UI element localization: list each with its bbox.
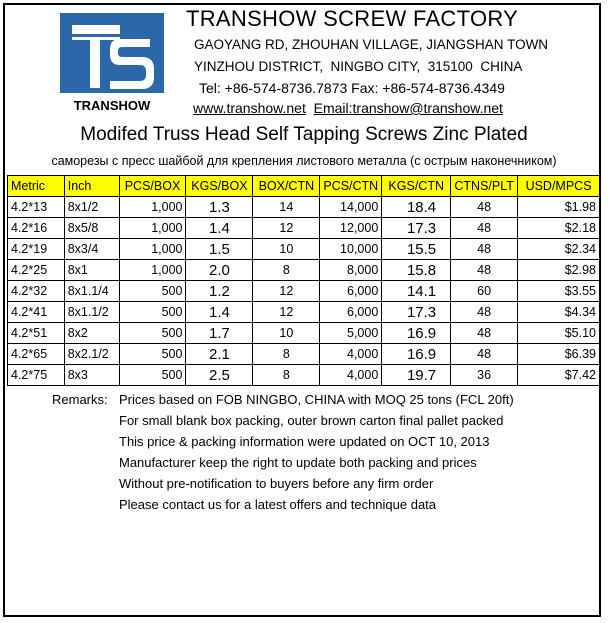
kgs-ctn-cell: 14.1 [382,281,451,302]
transhow-logo [60,13,164,116]
ctns-plt-cell: 48 [451,218,518,239]
table-row [8,218,600,239]
kgs-box-cell: 2.5 [186,365,253,386]
kgs-box-cell: 1.7 [186,323,253,344]
remark-line: Please contact us for a latest offers and technique data [119,497,437,512]
inch-cell: 8x1.1/2 [64,302,119,323]
header-usd-mpcs: USD/MPCS [518,176,600,197]
header-inch: Inch [64,176,119,197]
table-header-row [8,176,600,197]
ctns-plt-cell: 48 [451,323,518,344]
kgs-ctn-cell: 17.3 [382,302,451,323]
kgs-ctn-cell: 15.8 [382,260,451,281]
box-ctn-cell: 14 [253,197,320,218]
ctns-plt-cell: 48 [451,239,518,260]
remarks-row [52,431,514,452]
metric-cell: 4.2*16 [8,218,65,239]
table-row [8,239,600,260]
pcs-box-cell: 500 [119,281,186,302]
box-ctn-cell: 8 [253,260,320,281]
kgs-ctn-cell: 16.9 [382,323,451,344]
product-subtitle: саморезы с пресс шайбой для крепления листового металла (с острым наконечником) [51,154,557,168]
table-row [8,260,600,281]
address-line-2: YINZHOU DISTRICT, NINGBO CITY, 315100 CHINA [194,59,523,74]
company-name: TRANSHOW SCREW FACTORY [186,6,519,31]
header-metric: Metric [8,176,65,197]
pcs-box-cell: 500 [119,365,186,386]
remark-line: Prices based on FOB NINGBO, CHINA with MOQ 25 tons (FCL 20ft) [119,392,514,407]
kgs-box-cell: 1.5 [186,239,253,260]
remarks-label: Remarks: [52,392,108,407]
kgs-box-cell: 1.3 [186,197,253,218]
usd-mpcs-cell: $6.39 [518,344,600,365]
inch-cell: 8x3 [64,365,119,386]
price-table [7,175,600,386]
logo-wordmark: TRANSHOW [73,98,151,113]
email-link[interactable]: Email:transhow@transhow.net [313,100,503,116]
box-ctn-cell: 10 [253,323,320,344]
kgs-box-cell: 1.4 [186,302,253,323]
header-kgs-ctn: KGS/CTN [382,176,451,197]
usd-mpcs-cell: $2.18 [518,218,600,239]
pcs-ctn-cell: 8,000 [320,260,382,281]
phone-fax: Tel: +86-574-8736.7873 Fax: +86-574-8736.4349 [199,80,505,96]
pcs-ctn-cell: 4,000 [320,344,382,365]
ctns-plt-cell: 48 [451,260,518,281]
ctns-plt-cell: 48 [451,197,518,218]
inch-cell: 8x1 [64,260,119,281]
address-line-1: GAOYANG RD, ZHOUHAN VILLAGE, JIANGSHAN TOWN [194,37,549,52]
kgs-ctn-cell: 19.7 [382,365,451,386]
pcs-box-cell: 1,000 [119,197,186,218]
remark-line: Without pre-notification to buyers before any firm order [119,476,434,491]
metric-cell: 4.2*75 [8,365,65,386]
remark-line: For small blank box packing, outer brown carton final pallet packed [119,413,504,428]
inch-cell: 8x2.1/2 [64,344,119,365]
website-link[interactable]: www.transhow.net [193,100,306,116]
inch-cell: 8x5/8 [64,218,119,239]
kgs-box-cell: 1.2 [186,281,253,302]
ctns-plt-cell: 60 [451,281,518,302]
pcs-box-cell: 500 [119,302,186,323]
pcs-box-cell: 1,000 [119,260,186,281]
metric-cell: 4.2*13 [8,197,65,218]
table-row [8,281,600,302]
metric-cell: 4.2*51 [8,323,65,344]
metric-cell: 4.2*65 [8,344,65,365]
remarks-row [52,389,514,410]
ctns-plt-cell: 36 [451,365,518,386]
box-ctn-cell: 8 [253,344,320,365]
table-row [8,302,600,323]
inch-cell: 8x1/2 [64,197,119,218]
pcs-ctn-cell: 6,000 [320,281,382,302]
remark-line: Manufacturer keep the right to update both packing and prices [119,455,477,470]
pcs-box-cell: 500 [119,344,186,365]
table-row [8,344,600,365]
header-pcs-ctn: PCS/CTN [320,176,382,197]
table-body [8,197,600,386]
usd-mpcs-cell: $7.42 [518,365,600,386]
product-title: Modifed Truss Head Self Tapping Screws Zinc Plated [80,124,528,145]
box-ctn-cell: 12 [253,302,320,323]
ctns-plt-cell: 48 [451,302,518,323]
header-kgs-box: KGS/BOX [186,176,253,197]
pcs-box-cell: 1,000 [119,218,186,239]
pcs-ctn-cell: 10,000 [320,239,382,260]
usd-mpcs-cell: $5.10 [518,323,600,344]
table-row [8,323,600,344]
usd-mpcs-cell: $4.34 [518,302,600,323]
inch-cell: 8x1.1/4 [64,281,119,302]
inch-cell: 8x2 [64,323,119,344]
usd-mpcs-cell: $2.98 [518,260,600,281]
kgs-box-cell: 2.0 [186,260,253,281]
header-ctns-plt: CTNS/PLT [451,176,518,197]
usd-mpcs-cell: $3.55 [518,281,600,302]
remarks-row [52,494,514,515]
usd-mpcs-cell: $2.34 [518,239,600,260]
usd-mpcs-cell: $1.98 [518,197,600,218]
pcs-box-cell: 500 [119,323,186,344]
inch-cell: 8x3/4 [64,239,119,260]
pcs-ctn-cell: 12,000 [320,218,382,239]
pcs-ctn-cell: 4,000 [320,365,382,386]
header-box-ctn: BOX/CTN [253,176,320,197]
ctns-plt-cell: 48 [451,344,518,365]
table-row [8,365,600,386]
header-pcs-box: PCS/BOX [119,176,186,197]
remark-line: This price & packing information were updated on OCT 10, 2013 [119,434,490,449]
remarks-row [52,473,514,494]
remarks-block [52,389,514,515]
pcs-ctn-cell: 14,000 [320,197,382,218]
box-ctn-cell: 10 [253,239,320,260]
kgs-ctn-cell: 15.5 [382,239,451,260]
kgs-ctn-cell: 18.4 [382,197,451,218]
box-ctn-cell: 8 [253,365,320,386]
metric-cell: 4.2*32 [8,281,65,302]
pcs-ctn-cell: 6,000 [320,302,382,323]
ts-monogram-icon [60,13,164,116]
remarks-row [52,452,514,473]
table-row [8,197,600,218]
pcs-box-cell: 1,000 [119,239,186,260]
kgs-ctn-cell: 16.9 [382,344,451,365]
kgs-box-cell: 2.1 [186,344,253,365]
pcs-ctn-cell: 5,000 [320,323,382,344]
metric-cell: 4.2*19 [8,239,65,260]
box-ctn-cell: 12 [253,281,320,302]
kgs-box-cell: 1.4 [186,218,253,239]
metric-cell: 4.2*41 [8,302,65,323]
contact-links [193,100,503,116]
remarks-row [52,410,514,431]
kgs-ctn-cell: 17.3 [382,218,451,239]
box-ctn-cell: 12 [253,218,320,239]
metric-cell: 4.2*25 [8,260,65,281]
